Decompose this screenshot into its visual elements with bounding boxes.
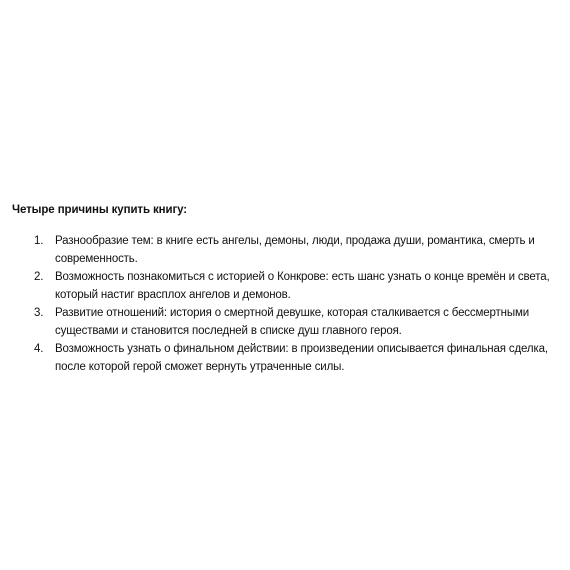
list-item — [12, 232, 562, 268]
list-item-text: Разнообразие тем: в книге есть ангелы, демоны, люди, продажа души, романтика, смерть и современность. — [55, 235, 535, 265]
document-heading: Четыре причины купить книгу: — [12, 204, 188, 216]
list-item — [12, 268, 562, 304]
list-item-number: 2. — [34, 271, 44, 283]
list-item — [12, 340, 562, 376]
list-item-text: Развитие отношений: история о смертной девушке, которая сталкивается с бессмертными существами и становится последней в списке душ главного героя. — [55, 307, 529, 337]
list-item — [12, 304, 562, 340]
list-item-number: 3. — [34, 307, 44, 319]
list-item-number: 4. — [34, 343, 44, 355]
reasons-list — [12, 232, 562, 376]
list-item-text: Возможность познакомиться с историей о Конкрове: есть шанс узнать о конце времён и света, который настиг врасплох ангелов и демонов. — [55, 271, 550, 301]
list-item-number: 1. — [34, 235, 44, 247]
document-body — [12, 202, 562, 376]
list-item-text: Возможность узнать о финальном действии: в произведении описывается финальная сделка, после которой герой сможет вернуть утраченные силы. — [55, 343, 548, 373]
